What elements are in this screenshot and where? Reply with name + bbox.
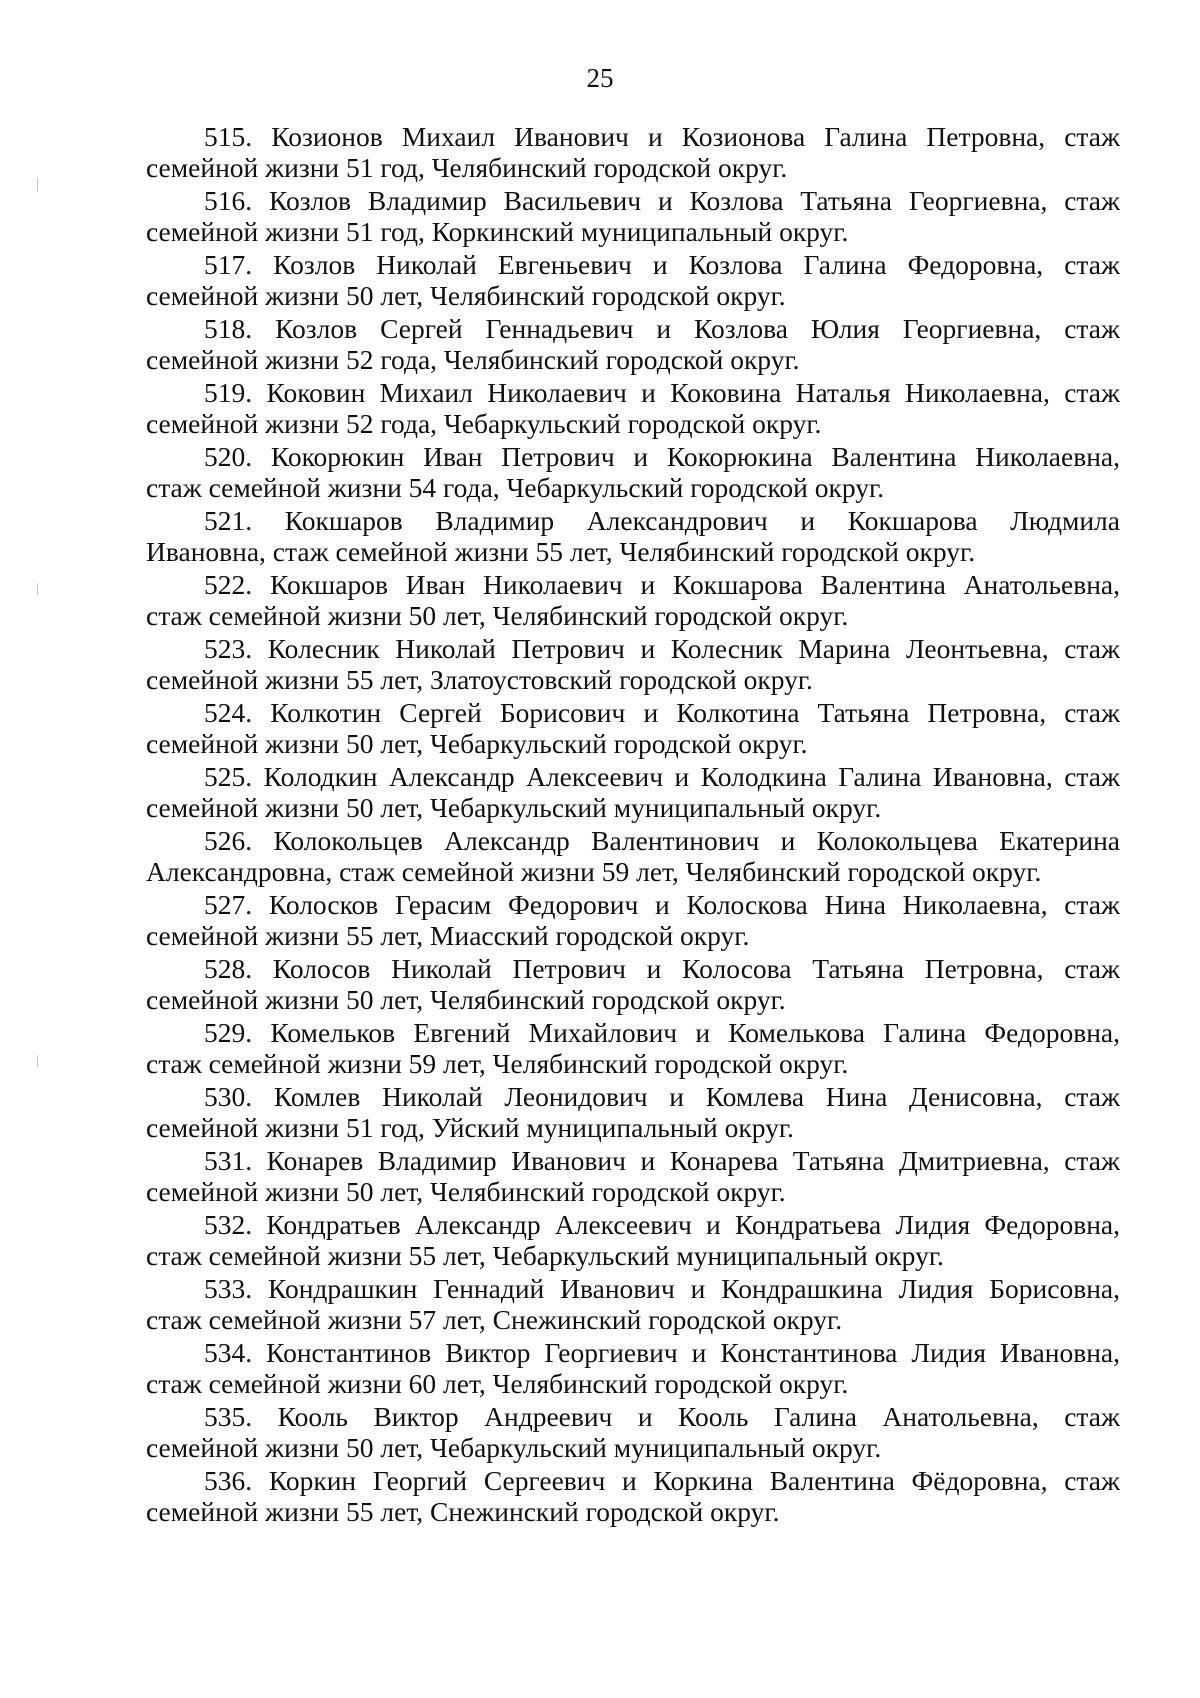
list-item-second-line: семейной жизни 50 лет, Челябинский городской округ.: [146, 1176, 786, 1207]
list-item-first-line: 518. Козлов Сергей Геннадьевич и Козлова Юлия Георгиевна, стаж: [204, 313, 1120, 344]
award-list: [146, 121, 1120, 1529]
list-item: [146, 1273, 1120, 1335]
list-item: [146, 953, 1120, 1015]
scan-artifact-mark: [37, 178, 38, 192]
list-item-first-line: 516. Козлов Владимир Васильевич и Козлова Татьяна Георгиевна, стаж: [204, 185, 1120, 216]
list-item-second-line: семейной жизни 50 лет, Челябинский городской округ.: [146, 280, 786, 311]
list-item-first-line: 515. Козионов Михаил Иванович и Козионова Галина Петровна, стаж: [204, 121, 1120, 152]
list-item: [146, 1337, 1120, 1399]
list-item-first-line: 520. Кокорюкин Иван Петрович и Кокорюкина Валентина Николаевна,: [204, 441, 1120, 472]
list-item-second-line: стаж семейной жизни 59 лет, Челябинский городской округ.: [146, 1048, 849, 1079]
list-item-second-line: семейной жизни 50 лет, Челябинский городской округ.: [146, 984, 786, 1015]
list-item-first-line: 521. Кокшаров Владимир Александрович и Кокшарова Людмила: [204, 505, 1120, 536]
list-item-second-line: семейной жизни 55 лет, Снежинский городской округ.: [146, 1496, 780, 1527]
list-item-first-line: 536. Коркин Георгий Сергеевич и Коркина Валентина Фёдоровна, стаж: [204, 1465, 1120, 1496]
list-item: [146, 1145, 1120, 1207]
list-item: [146, 185, 1120, 247]
list-item-second-line: семейной жизни 51 год, Челябинский городской округ.: [146, 152, 788, 183]
list-item: [146, 313, 1120, 375]
list-item-first-line: 522. Кокшаров Иван Николаевич и Кокшарова Валентина Анатольевна,: [204, 569, 1120, 600]
list-item: [146, 1465, 1120, 1527]
list-item-first-line: 525. Колодкин Александр Алексеевич и Колодкина Галина Ивановна, стаж: [204, 761, 1120, 792]
list-item-second-line: семейной жизни 55 лет, Миасский городской округ.: [146, 920, 750, 951]
list-item-first-line: 535. Кооль Виктор Андреевич и Кооль Галина Анатольевна, стаж: [204, 1401, 1120, 1432]
list-item-second-line: семейной жизни 51 год, Уйский муниципальный округ.: [146, 1112, 794, 1143]
list-item-first-line: 526. Колокольцев Александр Валентинович и Колокольцева Екатерина: [204, 825, 1120, 856]
scan-artifact-mark: [37, 583, 38, 595]
list-item: [146, 1017, 1120, 1079]
list-item-first-line: 524. Колкотин Сергей Борисович и Колкотина Татьяна Петровна, стаж: [204, 697, 1120, 728]
list-item-first-line: 530. Комлев Николай Леонидович и Комлева Нина Денисовна, стаж: [204, 1081, 1120, 1112]
list-item-second-line: семейной жизни 51 год, Коркинский муниципальный округ.: [146, 216, 849, 247]
list-item-second-line: семейной жизни 50 лет, Чебаркульский муниципальный округ.: [146, 1432, 882, 1463]
list-item: [146, 633, 1120, 695]
list-item-first-line: 517. Козлов Николай Евгеньевич и Козлова Галина Федоровна, стаж: [204, 249, 1120, 280]
list-item-second-line: семейной жизни 52 года, Челябинский городской округ.: [146, 344, 800, 375]
list-item-first-line: 529. Комельков Евгений Михайлович и Комелькова Галина Федоровна,: [204, 1017, 1120, 1048]
list-item: [146, 825, 1120, 887]
list-item: [146, 569, 1120, 631]
page-number: 25: [586, 63, 614, 93]
list-item-second-line: семейной жизни 52 года, Чебаркульский городской округ.: [146, 408, 822, 439]
list-item: [146, 1401, 1120, 1463]
list-item: [146, 1209, 1120, 1271]
list-item-second-line: семейной жизни 50 лет, Чебаркульский муниципальный округ.: [146, 792, 882, 823]
list-item: [146, 889, 1120, 951]
list-item: [146, 377, 1120, 439]
list-item-first-line: 527. Колосков Герасим Федорович и Колоскова Нина Николаевна, стаж: [204, 889, 1120, 920]
list-item-first-line: 534. Константинов Виктор Георгиевич и Константинова Лидия Ивановна,: [204, 1337, 1120, 1368]
list-item: [146, 761, 1120, 823]
list-item: [146, 249, 1120, 311]
list-item-second-line: Александровна, стаж семейной жизни 59 лет, Челябинский городской округ.: [146, 856, 1042, 887]
list-item-second-line: стаж семейной жизни 55 лет, Чебаркульский муниципальный округ.: [146, 1240, 944, 1271]
list-item-first-line: 528. Колосов Николай Петрович и Колосова Татьяна Петровна, стаж: [204, 953, 1120, 984]
scan-artifact-mark: [37, 1055, 38, 1067]
list-item: [146, 441, 1120, 503]
list-item: [146, 121, 1120, 183]
list-item: [146, 505, 1120, 567]
list-item-first-line: 523. Колесник Николай Петрович и Колесник Марина Леонтьевна, стаж: [204, 633, 1120, 664]
list-item-second-line: семейной жизни 50 лет, Чебаркульский городской округ.: [146, 728, 808, 759]
list-item-first-line: 533. Кондрашкин Геннадий Иванович и Кондрашкина Лидия Борисовна,: [204, 1273, 1120, 1304]
list-item-second-line: стаж семейной жизни 54 года, Чебаркульский городской округ.: [146, 472, 885, 503]
list-item: [146, 1081, 1120, 1143]
list-item-second-line: стаж семейной жизни 50 лет, Челябинский городской округ.: [146, 600, 849, 631]
list-item-first-line: 531. Конарев Владимир Иванович и Конарева Татьяна Дмитриевна, стаж: [204, 1145, 1120, 1176]
list-item-second-line: Ивановна, стаж семейной жизни 55 лет, Челябинский городской округ.: [146, 536, 976, 567]
list-item-second-line: семейной жизни 55 лет, Златоустовский городской округ.: [146, 664, 813, 695]
list-item-first-line: 532. Кондратьев Александр Алексеевич и Кондратьева Лидия Федоровна,: [204, 1209, 1120, 1240]
list-item: [146, 697, 1120, 759]
list-item-second-line: стаж семейной жизни 60 лет, Челябинский городской округ.: [146, 1368, 849, 1399]
list-item-second-line: стаж семейной жизни 57 лет, Снежинский городской округ.: [146, 1304, 843, 1335]
list-item-first-line: 519. Коковин Михаил Николаевич и Коковина Наталья Николаевна, стаж: [204, 377, 1120, 408]
